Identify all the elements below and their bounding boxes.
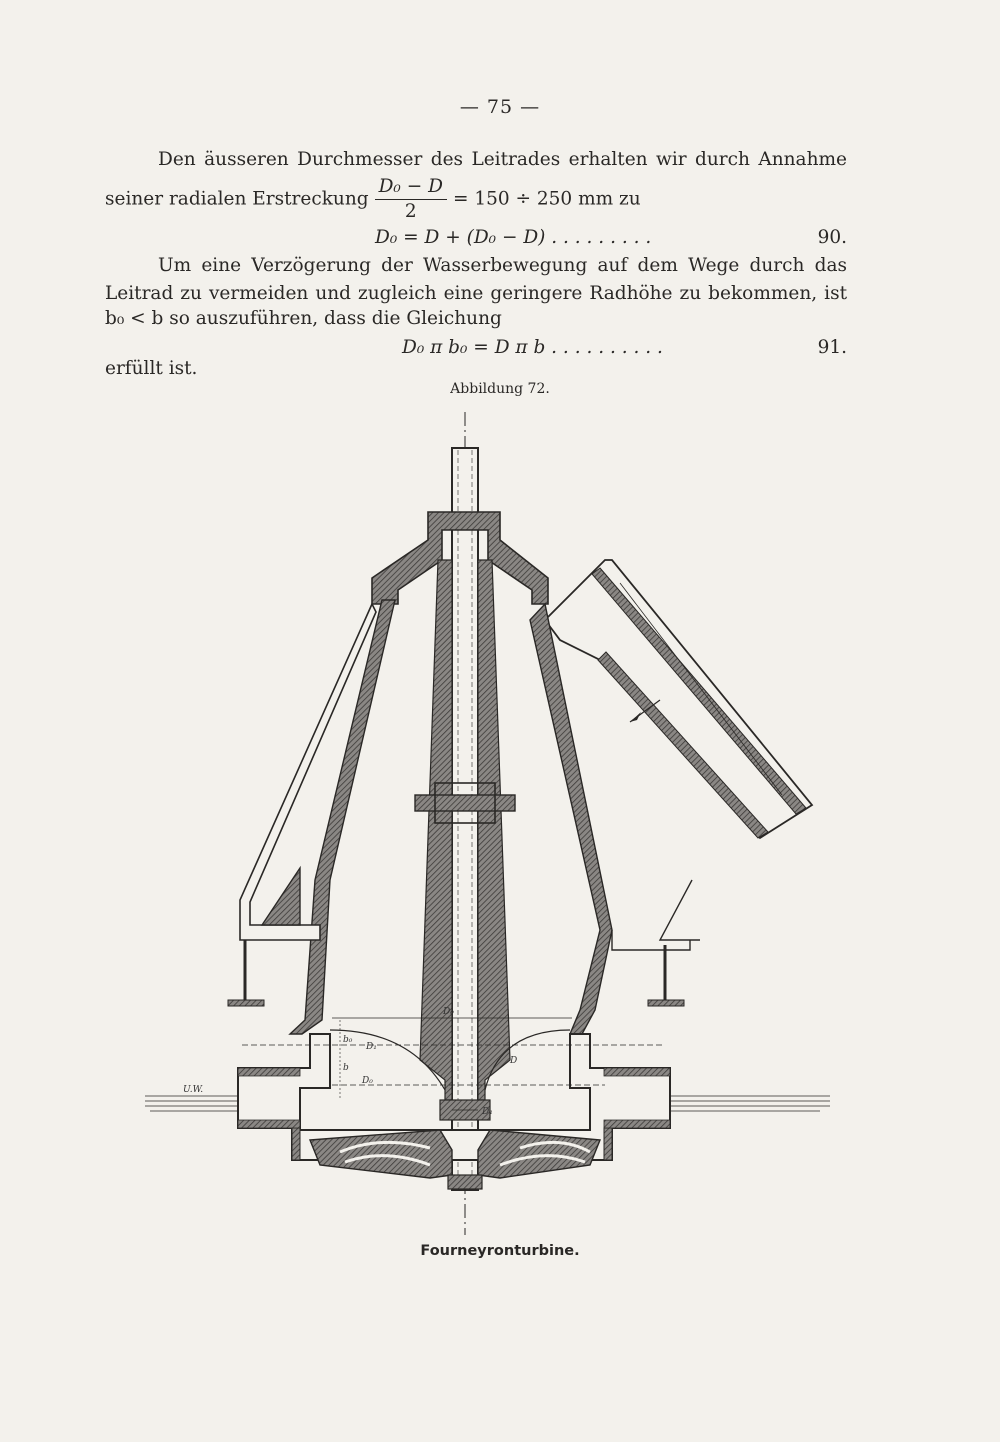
- left-stiffening-rib: [262, 868, 300, 925]
- paragraph2-line2: Leitrad zu vermeiden und zugleich eine geringere Radhöhe zu bekommen, ist: [105, 283, 847, 304]
- right-casing-wall: [530, 604, 612, 1034]
- figure-title: Fourneyronturbine.: [420, 1243, 580, 1259]
- inner-guide-cone: [420, 560, 452, 1100]
- dimension-label-d0-lower: D₀: [362, 1076, 373, 1086]
- paragraph1-line2-suffix: = 150 ÷ 250 mm zu: [452, 188, 641, 210]
- dimension-label-d1: D₁: [366, 1042, 377, 1052]
- paragraph2-line1: Um eine Verzögerung der Wasserbewegung auf dem Wege durch das: [158, 255, 847, 276]
- equation-90-body: D₀ = D + (D₀ − D) . . . . . . . . .: [375, 227, 652, 248]
- water-level-label: U.W.: [183, 1085, 204, 1095]
- dimension-label-d0: D₀: [443, 1007, 454, 1017]
- left-casing-wall: [290, 600, 395, 1034]
- paragraph1-line1: Den äusseren Durchmesser des Leitrades erhalten wir durch Annahme: [158, 149, 847, 170]
- fraction-numerator: D₀ − D: [375, 176, 447, 200]
- dimension-label-shaft: D₁: [482, 1107, 493, 1117]
- dimension-label-d: D: [510, 1056, 518, 1066]
- equation-90-number: 90.: [817, 227, 847, 248]
- equation-91-number: 91.: [817, 337, 847, 358]
- shaft-coupling: [415, 795, 515, 811]
- turbine-shaft: [452, 448, 478, 1190]
- paragraph2-line4: erfüllt ist.: [105, 358, 198, 379]
- fraction-denominator: 2: [404, 201, 417, 222]
- figure-caption: Abbildung 72.: [450, 381, 550, 397]
- paragraph2-line3: b₀ < b so auszuführen, dass die Gleichung: [105, 308, 502, 329]
- equation-91-body: D₀ π b₀ = D π b . . . . . . . . . .: [402, 337, 663, 358]
- paragraph1-line2-prefix: seiner radialen Erstreckung: [105, 188, 369, 210]
- page-number: — 75 —: [459, 96, 541, 118]
- dimension-label-b: b: [343, 1063, 349, 1073]
- dimension-label-b0: b₀: [343, 1035, 353, 1045]
